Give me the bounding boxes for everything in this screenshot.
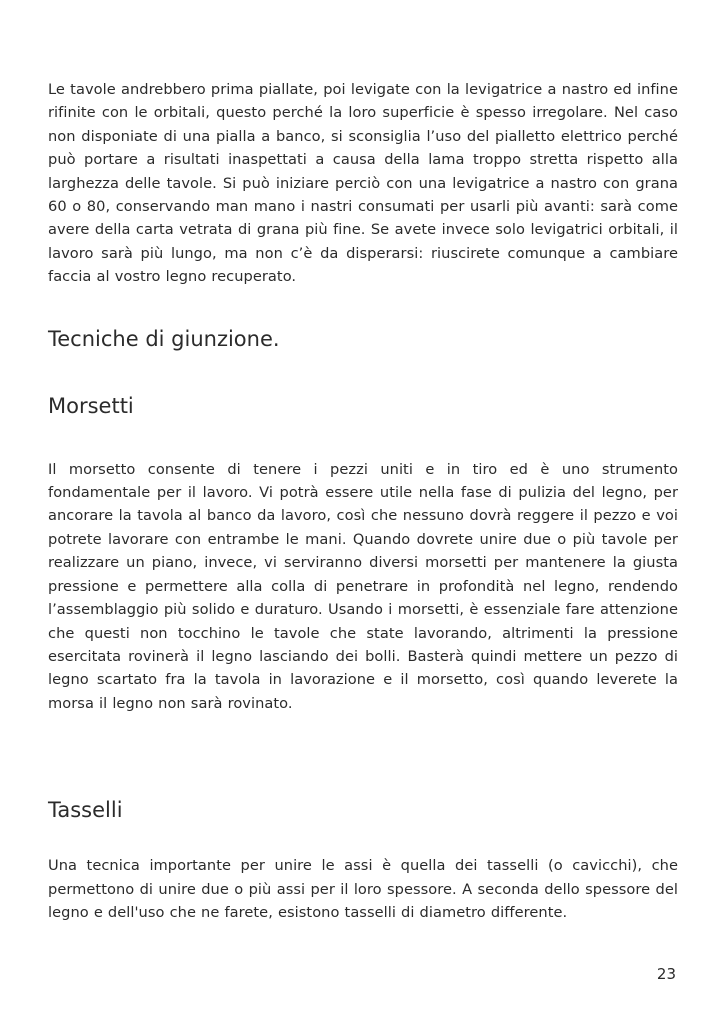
page-body (48, 78, 678, 924)
page-number: 23 (656, 965, 676, 983)
subheading-tasselli: Tasselli (48, 798, 123, 823)
subheading-morsetti: Morsetti (48, 393, 134, 418)
intro-paragraph: Le tavole andrebbero prima piallate, poi levigate con la levigatrice a nastro ed infine rifinite con le orbitali, questo perché la loro superficie è spesso irregolare. Nel caso non disponiate di una pialla a banco, si sconsiglia l’uso del pialletto elettrico perché può portare a risultati inaspettati a causa della lama troppo stretta rispetto alla larghezza delle tavole. Si può iniziare perciò con una levigatrice a nastro con grana 60 o 80, conservando man mano i nastri consumati per usarli più avanti: sarà come avere della carta vetrata di grana più fine. Se avete invece solo levigatrici orbitali, il lavoro sarà più lungo, ma non c’è da disperarsi: riuscirete comunque a cambiare faccia al vostro legno recuperato. (48, 81, 678, 286)
section-heading-tecniche-di-giunzione: Tecniche di giunzione. (48, 326, 280, 351)
morsetti-paragraph: Il morsetto consente di tenere i pezzi uniti e in tiro ed è uno strumento fondamentale per il lavoro. Vi potrà essere utile nella fase di pulizia del legno, per ancorare la tavola al banco da lavoro, così che nessuno dovrà reggere il pezzo e voi potrete lavorare con entrambe le mani. Quando dovrete unire due o più tavole per realizzare un piano, invece, vi serviranno diversi morsetti per mantenere la giusta pressione e permettere alla colla di penetrare in profondità nel legno, rendendo l’assemblaggio più solido e duraturo. Usando i morsetti, è essenziale fare attenzione che questi non tocchino le tavole che state lavorando, altrimenti la pressione esercitata rovinerà il legno lasciando dei bolli. Basterà quindi mettere un pezzo di legno scartato fra la tavola in lavorazione e il morsetto, così quando leverete la morsa il legno non sarà rovinato. (48, 460, 678, 712)
tasselli-paragraph: Una tecnica importante per unire le assi è quella dei tasselli (o cavicchi), che permettono di unire due o più assi per il loro spessore. A seconda dello spessore del legno e dell'uso che ne farete, esistono tasselli di diametro differente. (48, 857, 678, 921)
